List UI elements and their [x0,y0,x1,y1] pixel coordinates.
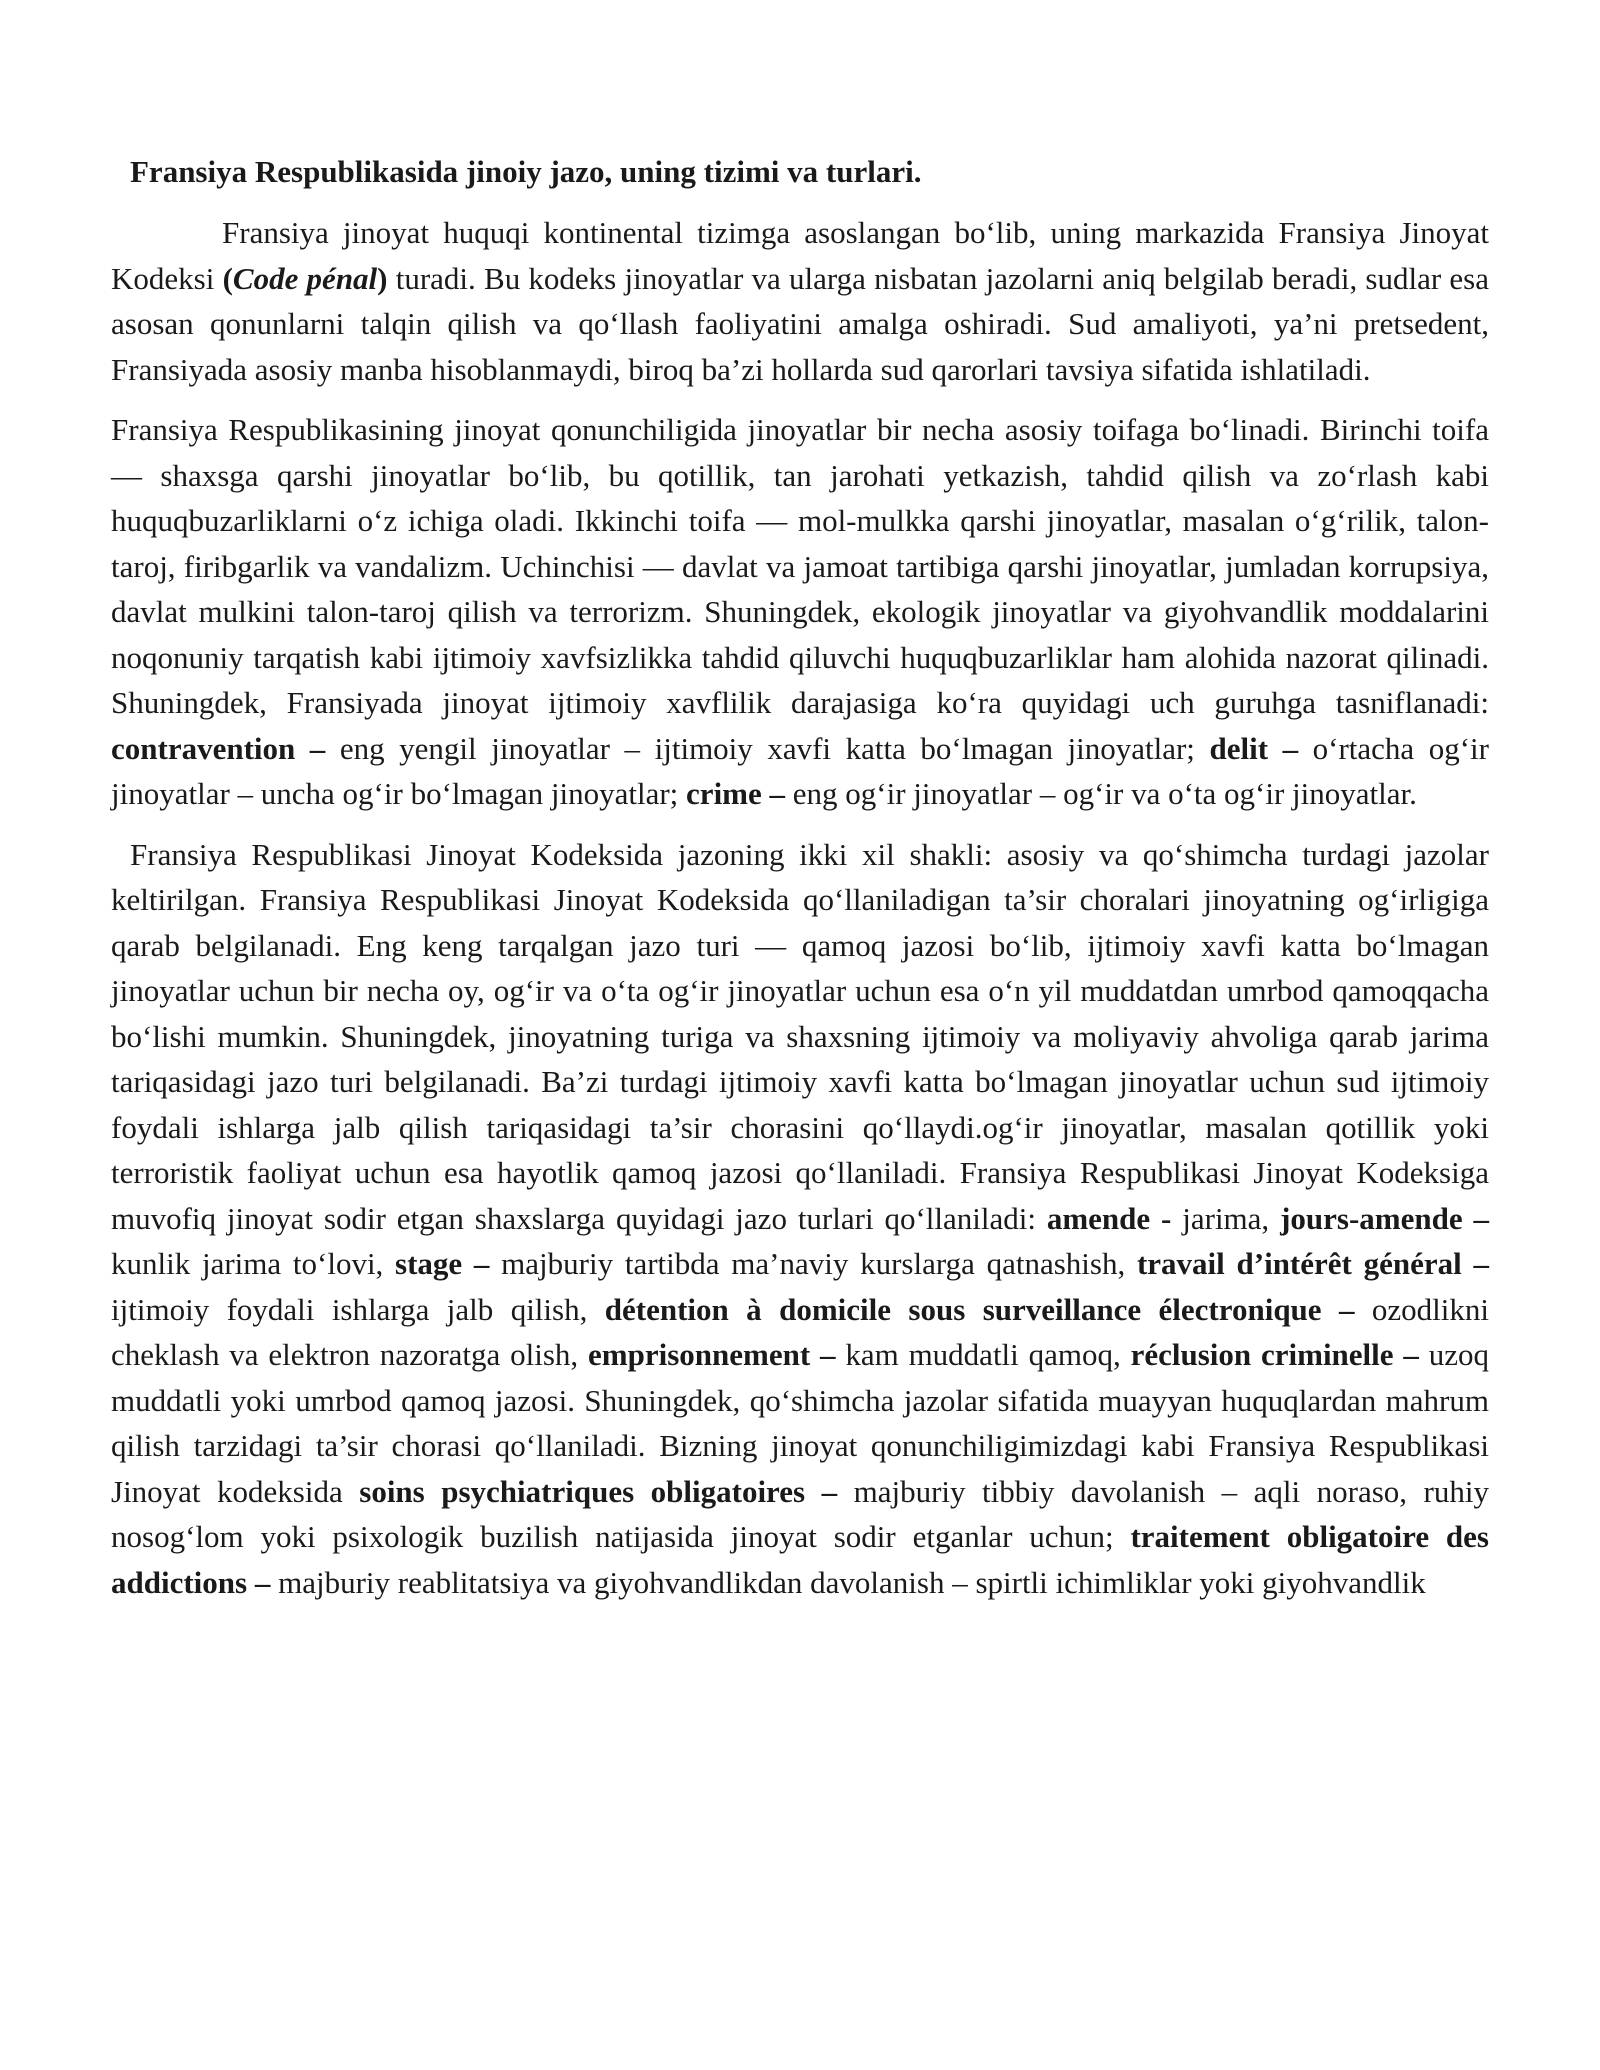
paragraph-3 [111,832,1489,1606]
paragraph-1 [111,210,1489,392]
p3-term-traitement: traitement obligatoire des addictions – [111,1519,1489,1600]
p3-text-9: majburiy tibbiy davolanish – aqli noraso, ruhiy nosog‘lom yoki psixologik buzilish natijasida jinoyat sodir etganlar uchun; [111,1473,1489,1554]
p2-text-4: eng og‘ir jinoyatlar – og‘ir va o‘ta og‘ir jinoyatlar. [785,776,1417,811]
p3-text-6: ozodlikni cheklash va elektron nazoratga olish, [111,1291,1489,1372]
p2-text-1: Fransiya Respublikasining jinoyat qonunchiligida jinoyatlar bir necha asosiy toifaga bo‘linadi. Birinchi toifa — shaxsga qarshi jinoyatlar bo‘lib, bu qotillik, tan jarohati yetkazish, tahdid qilish va zo‘rlash kabi huquqbuzarliklarni o‘z ichiga oladi. Ikkinchi toifa — mol-mulkka qarshi jinoyatlar, masalan o‘g‘rilik, talon-taroj, firibgarlik va vandalizm. Uchinchisi — davlat va jamoat tartibiga qarshi jinoyatlar, jumladan korrupsiya, davlat mulkini talon-taroj qilish va terrorizm. Shuningdek, ekologik jinoyatlar va giyohvandlik moddalarini noqonuniy tarqatish kabi ijtimoiy xavfsizlikka tahdid qiluvchi huquqbuzarliklar ham alohida nazorat qilinadi. Shuningdek, Fransiyada jinoyat ijtimoiy xavflilik darajasiga ko‘ra quyidagi uch guruhga tasniflanadi: [111,412,1489,720]
p3-term-reclusion: réclusion criminelle – [1130,1337,1419,1372]
p1-bold-paren-close: ) [377,260,388,296]
p1-text-1: Fransiya jinoyat huquqi kontinental tizimga asoslangan bo‘lib, uning markazida Fransiya Jinoyat Kodeksi [111,215,1489,296]
document-title: Fransiya Respublikasida jinoiy jazo, uning tizimi va turlari. [130,154,922,189]
p1-bold-code-penal [233,261,377,296]
p3-text-8: uzoq muddatli yoki umrbod qamoq jazosi. Shuningdek, qo‘shimcha jazolar sifatida muayyan huquqlardan mahrum qilish tarzidagi ta’sir chorasi qo‘llaniladi. Bizning jinoyat qonunchiligimizdagi kabi Fransiya Respublikasi Jinoyat kodeksida [111,1337,1489,1509]
p2-term-crime: crime – [686,776,786,811]
p2-term-delit: delit – [1209,730,1299,766]
p1-italic-code-penal: Code pénal [232,260,378,296]
p1-text-2: turadi. Bu kodeks jinoyatlar va ularga nisbatan jazolarni aniq belgilab beradi, sudlar esa asosan qonunlarni talqin qilish va qo‘llash faoliyatini amalga oshiradi. Sud amaliyoti, ya’ni pretsedent, Fransiyada asosiy manba hisoblanmaydi, biroq ba’zi hollarda sud qarorlari tavsiya sifatida ishlatiladi. [111,260,1489,387]
p3-text-10: majburiy reablitatsiya va giyohvandlikdan davolanish – spirtli ichimliklar yoki giyohvandlik [270,1564,1426,1600]
p3-term-stage: stage – [395,1246,490,1281]
p3-text-7: kam muddatli qamoq, [835,1337,1131,1372]
p3-term-emprisonnement: emprisonnement – [588,1337,836,1372]
p1-bold-paren-open: ( [222,260,233,296]
p3-term-soins: soins psychiatriques obligatoires – [359,1473,838,1509]
p3-text-1: Fransiya Respublikasi Jinoyat Kodeksida jazoning ikki xil shakli: asosiy va qo‘shimcha turdagi jazolar keltirilgan. Fransiya Respublikasi Jinoyat Kodeksida qo‘llaniladigan ta’sir choralari jinoyatning og‘irligiga qarab belgilanadi. Eng keng tarqalgan jazo turi — qamoq jazosi bo‘lib, ijtimoiy xavfi katta bo‘lmagan jinoyatlar uchun bir necha oy, og‘ir va o‘ta og‘ir jinoyatlar uchun esa o‘n yil muddatdan umrbod qamoqqacha bo‘lishi mumkin. Shuningdek, jinoyatning turiga va shaxsning ijtimoiy va moliyaviy ahvoliga qarab jarima tariqasidagi jazo turi belgilanadi. Ba’zi turdagi ijtimoiy xavfi katta bo‘lmagan jinoyatlar uchun sud ijtimoiy foydali ishlarga jalb qilish tariqasidagi ta’sir chorasini qo‘llaydi.og‘ir jinoyatlar, masalan qotillik yoki terroristik faoliyat uchun esa hayotlik qamoq jazosi qo‘llaniladi. Fransiya Respublikasi Jinoyat Kodeksiga muvofiq jinoyat sodir etgan shaxslarga quyidagi jazo turlari qo‘llaniladi: [111,836,1489,1236]
p2-text-3: o‘rtacha og‘ir jinoyatlar – uncha og‘ir bo‘lmagan jinoyatlar; [111,730,1489,811]
p3-text-5: ijtimoiy foydali ishlarga jalb qilish, [111,1291,605,1327]
p3-text-4: majburiy tartibda ma’naviy kurslarga qatnashish, [489,1246,1137,1281]
paragraph-2 [111,407,1489,817]
p3-term-amende: amende - [1046,1200,1172,1236]
p3-term-travail: travail d’intérêt général – [1136,1246,1489,1281]
p3-term-jours-amende: jours-amende – [1280,1200,1489,1236]
p2-term-contravention: contravention – [111,730,326,766]
p3-term-detention: détention à domicile sous surveillance électronique – [604,1291,1355,1327]
p3-text-3: kunlik jarima to‘lovi, [111,1246,396,1281]
p2-text-2: eng yengil jinoyatlar – ijtimoiy xavfi katta bo‘lmagan jinoyatlar; [325,730,1210,766]
document-page [111,150,1489,1620]
p3-text-2: jarima, [1171,1200,1281,1236]
